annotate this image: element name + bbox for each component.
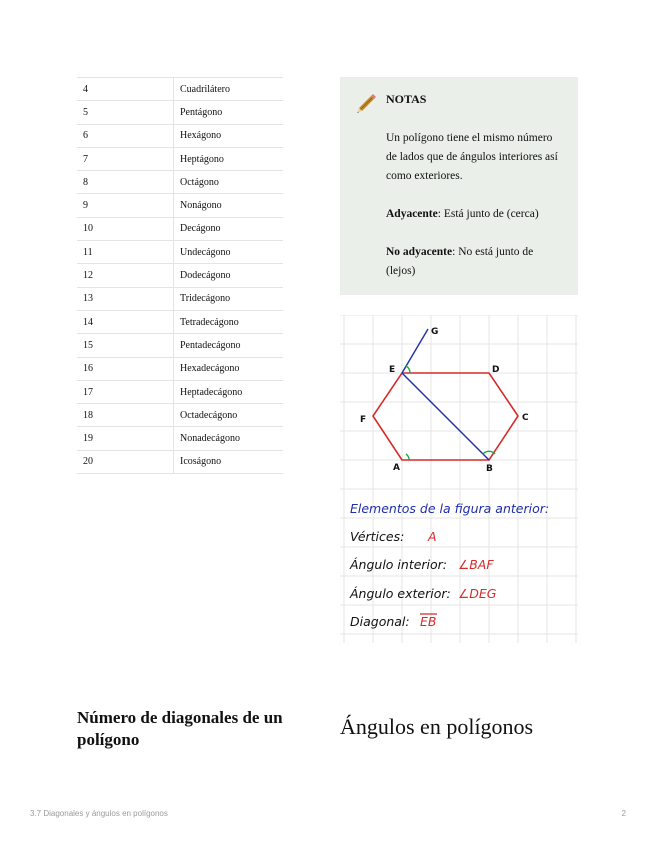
vertex-label-g: G — [431, 327, 439, 337]
polygon-name-cell: Hexágono — [174, 124, 284, 147]
sides-cell: 11 — [77, 241, 174, 264]
heading-diagonals: Número de diagonales de un polígono — [77, 708, 283, 749]
polygon-name-cell: Octadecágono — [174, 404, 284, 427]
sides-cell: 6 — [77, 124, 174, 147]
polygon-name-cell: Octágono — [174, 171, 284, 194]
sides-cell: 17 — [77, 380, 174, 403]
sides-cell: 9 — [77, 194, 174, 217]
polygon-name-cell: Cuadrilátero — [174, 78, 284, 101]
non-adjacent-definition — [386, 243, 564, 281]
table-row — [77, 287, 283, 310]
adjacent-def: : Está junto de (cerca) — [437, 208, 539, 220]
sides-cell: 18 — [77, 404, 174, 427]
table-row — [77, 78, 283, 101]
non-adjacent-def: : No está junto de (lejos) — [386, 246, 534, 277]
notes-box — [340, 77, 578, 295]
polygon-name-cell: Tridecágono — [174, 287, 284, 310]
polygon-name-cell: Decágono — [174, 217, 284, 240]
table-row — [77, 264, 283, 287]
polygon-name-cell: Tetradecágono — [174, 310, 284, 333]
pencil-icon — [354, 91, 378, 115]
table-row — [77, 404, 283, 427]
exterior-angle-arc — [406, 366, 410, 373]
sides-cell: 8 — [77, 171, 174, 194]
polygon-name-cell: Hexadecágono — [174, 357, 284, 380]
handwritten-interior-value: ∠BAF — [458, 557, 494, 572]
polygon-name-cell: Icoságono — [174, 450, 284, 473]
sides-cell: 15 — [77, 334, 174, 357]
handwritten-title: Elementos de la figura anterior: — [350, 501, 550, 516]
vertex-label-a: A — [393, 463, 400, 473]
footer-chapter-title: 3.7 Diagonales y ángulos en polígonos — [30, 809, 168, 818]
handwritten-interior-label: Ángulo interior: — [350, 557, 448, 572]
polygon-name-cell: Dodecágono — [174, 264, 284, 287]
handwritten-exterior-value: ∠DEG — [458, 586, 497, 601]
table-row — [77, 147, 283, 170]
handwritten-exterior-label: Ángulo exterior: — [350, 586, 451, 601]
notes-title: NOTAS — [386, 92, 427, 106]
table-row — [77, 101, 283, 124]
interior-angle-arc — [406, 454, 409, 460]
sides-cell: 5 — [77, 101, 174, 124]
sides-cell: 13 — [77, 287, 174, 310]
hexagon-diagram — [340, 315, 578, 643]
diagonal-eb — [402, 373, 489, 460]
adjacent-term: Adyacente — [386, 208, 438, 220]
polygon-names-table — [77, 77, 283, 474]
table-row — [77, 357, 283, 380]
table-row — [77, 427, 283, 450]
table-row — [77, 241, 283, 264]
notes-body — [386, 129, 564, 300]
polygon-name-cell: Heptágono — [174, 147, 284, 170]
heading-angles: Ángulos en polígonos — [340, 714, 534, 739]
hexagon-figure — [340, 315, 578, 643]
vertex-label-f: F — [360, 415, 367, 425]
polygon-name-cell: Nonadecágono — [174, 427, 284, 450]
table-row — [77, 450, 283, 473]
sides-cell: 10 — [77, 217, 174, 240]
table-row — [77, 217, 283, 240]
polygon-name-cell: Pentadecágono — [174, 334, 284, 357]
table-row — [77, 124, 283, 147]
handwritten-diagonal-value: EB — [420, 614, 437, 629]
sides-cell: 16 — [77, 357, 174, 380]
handwritten-vertices-label: Vértices: — [350, 529, 405, 544]
table-row — [77, 334, 283, 357]
handwritten-diagonal-label: Diagonal: — [350, 614, 410, 629]
polygon-name-cell: Nonágono — [174, 194, 284, 217]
polygon-name-cell: Heptadecágono — [174, 380, 284, 403]
vertex-label-d: D — [492, 365, 500, 375]
handwritten-vertices-value: A — [428, 529, 437, 544]
sides-cell: 14 — [77, 310, 174, 333]
adjacent-definition — [386, 205, 564, 224]
vertex-label-b: B — [486, 464, 493, 474]
vertex-label-e: E — [389, 365, 396, 375]
sides-cell: 7 — [77, 147, 174, 170]
table-row — [77, 171, 283, 194]
table-row — [77, 380, 283, 403]
notes-paragraph: Un polígono tiene el mismo número de lados que de ángulos interiores así como exteriores. — [386, 132, 558, 182]
polygon-name-cell: Pentágono — [174, 101, 284, 124]
table-row — [77, 194, 283, 217]
sides-cell: 12 — [77, 264, 174, 287]
polygon-name-cell: Undecágono — [174, 241, 284, 264]
vertex-label-c: C — [522, 413, 529, 423]
table-row — [77, 310, 283, 333]
non-adjacent-term: No adyacente — [386, 246, 453, 258]
sides-cell: 20 — [77, 450, 174, 473]
sides-cell: 4 — [77, 78, 174, 101]
footer-page-number: 2 — [621, 809, 626, 818]
polygon-table-body — [77, 78, 283, 474]
sides-cell: 19 — [77, 427, 174, 450]
